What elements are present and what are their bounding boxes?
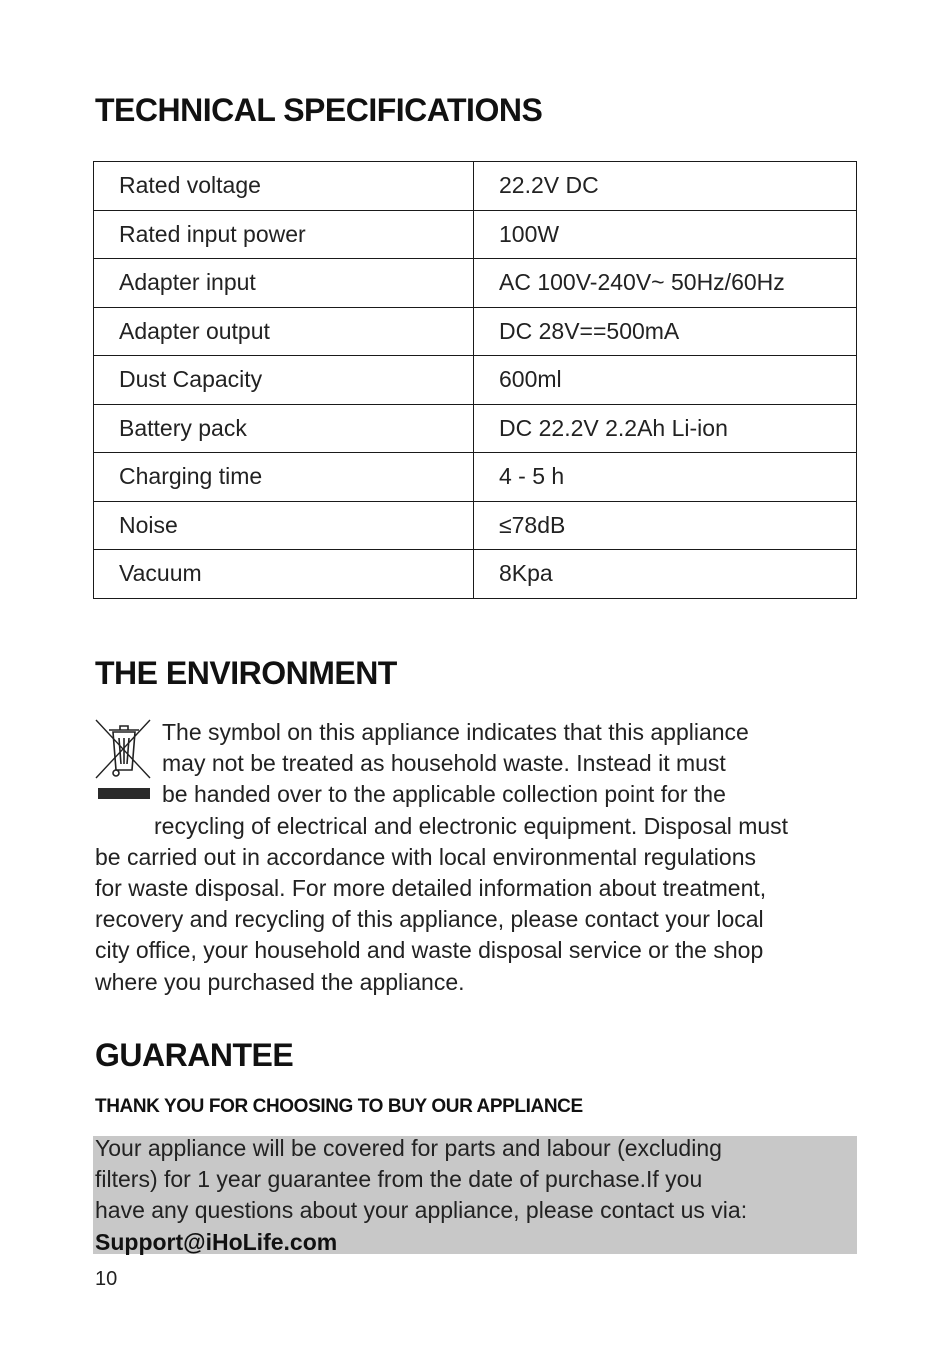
spec-label: Adapter output	[94, 307, 474, 356]
spec-label: Rated input power	[94, 210, 474, 259]
spec-value: AC 100V-240V~ 50Hz/60Hz	[474, 259, 857, 308]
spec-value: ≤78dB	[474, 501, 857, 550]
environment-line: for waste disposal. For more detailed information about treatment,	[95, 875, 767, 902]
guarantee-line: Your appliance will be covered for parts and labour (excluding	[95, 1135, 722, 1161]
spec-row	[94, 501, 857, 550]
environment-line: The symbol on this appliance indicates that this appliance	[162, 719, 749, 745]
spec-row	[94, 453, 857, 502]
spec-row	[94, 259, 857, 308]
environment-line: be carried out in accordance with local environmental regulations	[95, 843, 756, 870]
spec-value: 22.2V DC	[474, 162, 857, 211]
environment-section-title: THE ENVIRONMENT	[95, 655, 397, 691]
spec-table	[93, 161, 857, 599]
spec-label: Vacuum	[94, 550, 474, 599]
spec-value: 600ml	[474, 356, 857, 405]
spec-row	[94, 162, 857, 211]
guarantee-subtitle: THANK YOU FOR CHOOSING TO BUY OUR APPLIANCE	[95, 1096, 583, 1117]
environment-line: city office, your household and waste disposal service or the shop	[95, 937, 764, 964]
spec-value: DC 28V==500mA	[474, 307, 857, 356]
environment-line: recovery and recycling of this appliance, please contact your local	[95, 906, 764, 933]
guarantee-line: have any questions about your appliance, please contact us via:	[95, 1197, 748, 1224]
spec-section-title: TECHNICAL SPECIFICATIONS	[95, 92, 543, 128]
environment-line: where you purchased the appliance.	[95, 968, 465, 995]
spec-row	[94, 356, 857, 405]
spec-value: 8Kpa	[474, 550, 857, 599]
spec-row	[94, 550, 857, 599]
spec-label: Noise	[94, 501, 474, 550]
environment-line: may not be treated as household waste. Instead it must	[162, 750, 726, 777]
guarantee-paragraph	[95, 1133, 855, 1258]
spec-value: 100W	[474, 210, 857, 259]
spec-label: Adapter input	[94, 259, 474, 308]
page-number: 10	[95, 1268, 118, 1290]
spec-row	[94, 404, 857, 453]
spec-value: 4 - 5 h	[474, 453, 857, 502]
environment-line: be handed over to the applicable collection point for the	[162, 781, 726, 808]
guarantee-line: filters) for 1 year guarantee from the date of purchase.If you	[95, 1166, 703, 1193]
spec-row	[94, 210, 857, 259]
spec-row	[94, 307, 857, 356]
spec-label: Charging time	[94, 453, 474, 502]
spec-label: Battery pack	[94, 404, 474, 453]
support-email-link[interactable]: Support@iHoLife.com	[95, 1228, 338, 1255]
environment-line: recycling of electrical and electronic equipment. Disposal must	[154, 812, 789, 839]
spec-label: Rated voltage	[94, 162, 474, 211]
environment-paragraph	[95, 717, 870, 998]
spec-value: DC 22.2V 2.2Ah Li-ion	[474, 404, 857, 453]
spec-label: Dust Capacity	[94, 356, 474, 405]
guarantee-section-title: GUARANTEE	[95, 1037, 294, 1073]
